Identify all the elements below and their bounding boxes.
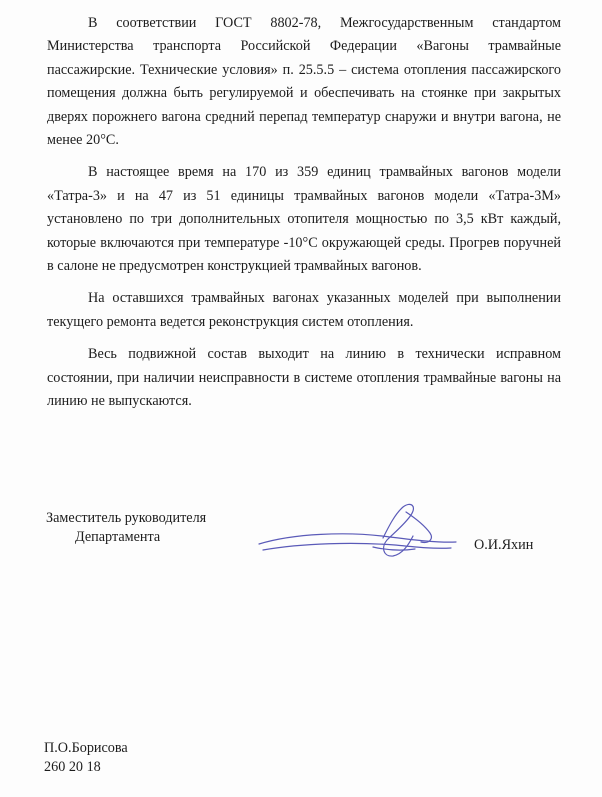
paragraph-current-equipment: В настоящее время на 170 из 359 единиц трамвайных вагонов модели «Татра-3» и на 47 из 51 единицы трамвайных вагонов модели «Татра-3М» установлено по три дополнительных отопителя мощностью по 3,5 кВт каждый, которые включаются при температуре -10°С окружающей среды. Прогрев поручней в салоне не предусмотрен конструкцией трамвайных вагонов. xyxy=(47,164,561,275)
handwritten-signature xyxy=(255,500,460,562)
signer-name: О.И.Яхин xyxy=(474,537,534,553)
executor-name: П.О.Борисова xyxy=(44,740,128,756)
executor-phone: 260 20 18 xyxy=(44,759,101,775)
paragraph-gost-requirement: В соответствии ГОСТ 8802-78, Межгосударственным стандартом Министерства транспорта Российской Федерации «Вагоны трамвайные пассажирские. Технические условия» п. 25.5.5 – система отопления пассажирского помещения должна быть регулируемой и обеспечивать на стоянке при закрытых дверях порожнего вагона средний перепад температур снаружи и внутри вагона, не менее 20°С. xyxy=(47,15,561,149)
executor-info xyxy=(44,739,128,777)
paragraph-rolling-stock: Весь подвижной состав выходит на линию в технически исправном состоянии, при наличии неисправности в системе отопления трамвайные вагоны на линию не выпускаются. xyxy=(47,346,561,410)
signer-position-line2: Департамента xyxy=(75,529,161,545)
signer-position-line1: Заместитель руководителя xyxy=(46,510,207,526)
paragraph-reconstruction: На оставшихся трамвайных вагонах указанных моделей при выполнении текущего ремонта ведется реконструкция систем отопления. xyxy=(47,290,561,330)
signer-position xyxy=(46,509,206,547)
letter-body xyxy=(47,12,561,423)
